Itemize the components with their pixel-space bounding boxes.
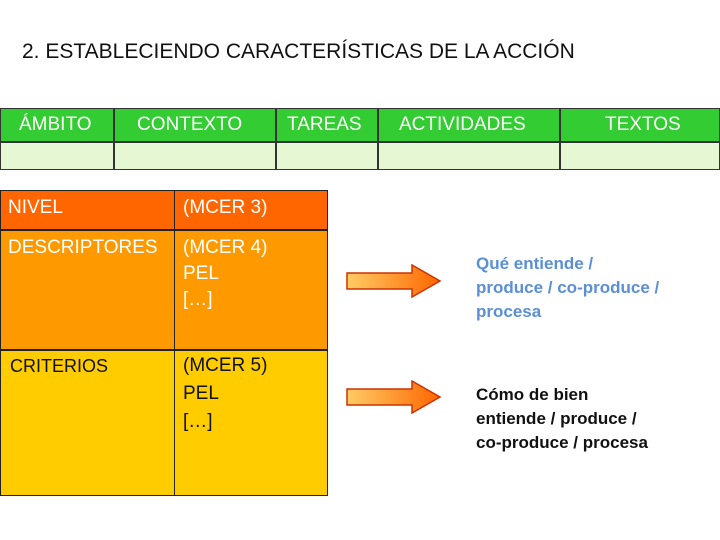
header-contexto: [114, 108, 276, 142]
note-que-line-2: produce / co-produce /: [476, 278, 660, 297]
page-title: 2. ESTABLECIENDO CARACTERÍSTICAS DE LA ACCIÓN: [22, 40, 575, 63]
note-como-line-1: Cómo de bien: [476, 385, 589, 404]
arrow-right-icon: [346, 380, 442, 414]
criterios-line-3: […]: [183, 411, 213, 432]
criterios-line-1: (MCER 5): [183, 355, 268, 376]
note-que-entiende: [476, 252, 659, 324]
nivel-label: NIVEL: [8, 197, 63, 218]
nivel-value: (MCER 3): [183, 197, 268, 218]
empty-cell-ambito: [0, 142, 114, 170]
descriptores-line-3: […]: [183, 289, 213, 310]
header-ambito-label: ÁMBITO: [19, 114, 92, 135]
criterios-label: CRITERIOS: [10, 356, 109, 376]
descriptores-divider: [174, 230, 175, 350]
note-que-line-3: procesa: [476, 302, 542, 321]
descriptores-line-1: (MCER 4): [183, 237, 268, 258]
criterios-line-2: PEL: [183, 383, 219, 404]
empty-cell-contexto: [114, 142, 276, 170]
descriptores-label: DESCRIPTORES: [8, 237, 158, 258]
header-tareas: [276, 108, 378, 142]
header-actividades-label: ACTIVIDADES: [399, 114, 526, 135]
empty-cell-tareas: [276, 142, 378, 170]
note-que-line-1: Qué entiende /: [476, 254, 594, 273]
criterios-divider: [174, 350, 175, 496]
note-como-line-3: co-produce / procesa: [476, 433, 648, 452]
note-como-line-2: entiende / produce /: [476, 409, 637, 428]
arrow-right-icon: [346, 264, 442, 298]
header-textos-label: TEXTOS: [605, 114, 681, 135]
empty-cell-textos: [560, 142, 720, 170]
header-ambito: [0, 108, 114, 142]
descriptores-line-2: PEL: [183, 263, 219, 284]
header-contexto-label: CONTEXTO: [137, 114, 243, 135]
header-tareas-label: TAREAS: [287, 114, 362, 135]
header-textos: [560, 108, 720, 142]
header-actividades: [378, 108, 560, 142]
nivel-divider: [174, 190, 175, 230]
note-como-de-bien: [476, 383, 648, 455]
empty-cell-actividades: [378, 142, 560, 170]
